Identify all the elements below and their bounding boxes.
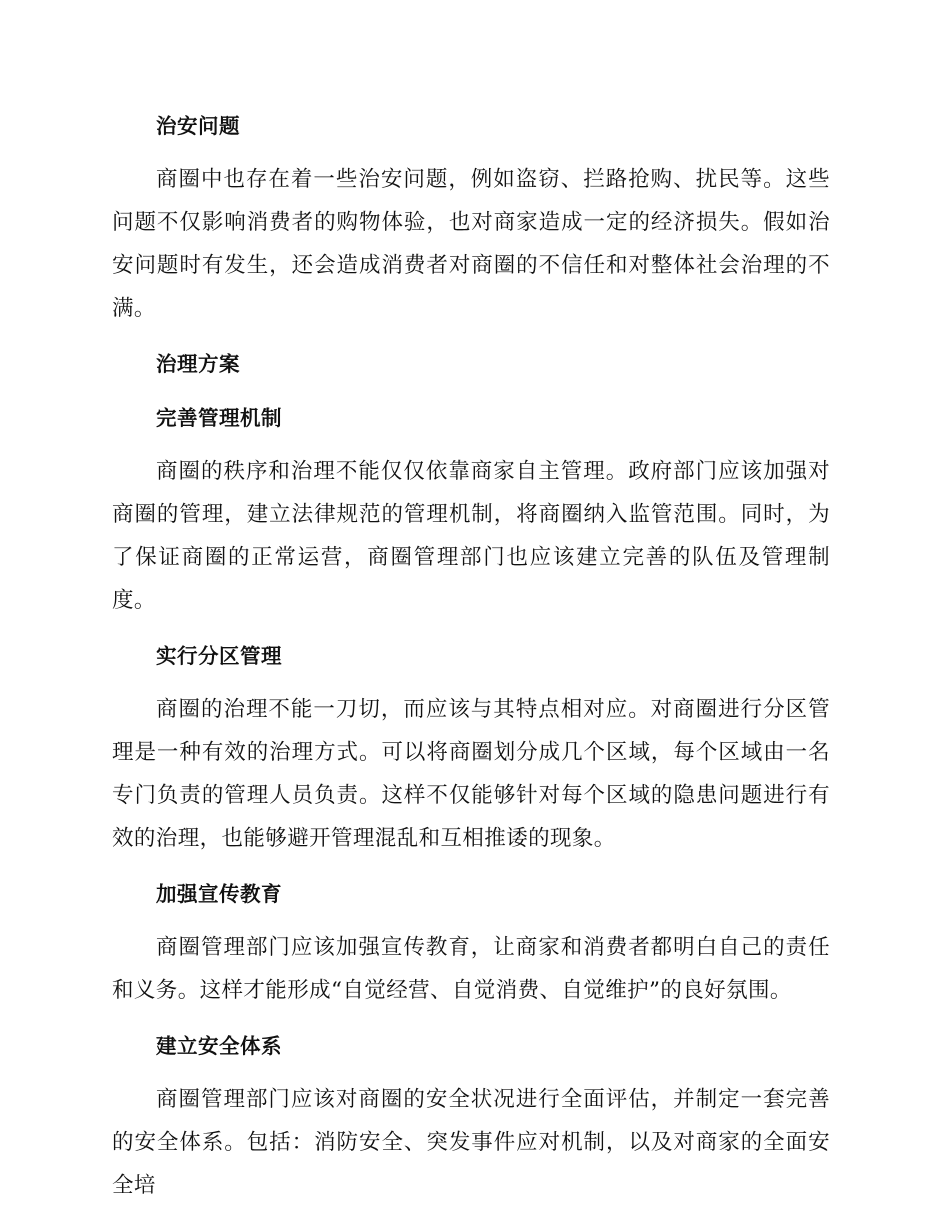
section-heading-publicity-education: 加强宣传教育 [156, 882, 282, 906]
section-heading-public-security: 治安问题 [156, 114, 240, 138]
paragraph-management-mechanism: 商圈的秩序和治理不能仅仅依靠商家自主管理。政府部门应该加强对商圈的管理，建立法律规范的管理机制，将商圈纳入监管范围。同时，为了保证商圈的正常运营，商圈管理部门也应该建立完善的队伍及管理制度。 [112, 459, 830, 613]
paragraph-zoned-management: 商圈的治理不能一刀切，而应该与其特点相对应。对商圈进行分区管理是一种有效的治理方式。可以将商圈划分成几个区域，每个区域由一名专门负责的管理人员负责。这样不仅能够针对每个区域的隐患问题进行有效的治理，也能够避开管理混乱和互相推诿的现象。 [112, 697, 830, 851]
section-heading-management-mechanism: 完善管理机制 [156, 406, 282, 430]
document-page [112, 104, 830, 1207]
section-heading-zoned-management: 实行分区管理 [156, 644, 282, 668]
paragraph-safety-system: 商圈管理部门应该对商圈的安全状况进行全面评估，并制定一套完善的安全体系。包括：消防安全、突发事件应对机制，以及对商家的全面安全培 [112, 1087, 830, 1198]
paragraph-public-security: 商圈中也存在着一些治安问题，例如盗窃、拦路抢购、扰民等。这些问题不仅影响消费者的购物体验，也对商家造成一定的经济损失。假如治安问题时有发生，还会造成消费者对商圈的不信任和对整体社会治理的不满。 [112, 167, 830, 321]
section-heading-safety-system: 建立安全体系 [156, 1034, 282, 1058]
section-heading-governance-plan: 治理方案 [156, 352, 240, 376]
paragraph-publicity-education: 商圈管理部门应该加强宣传教育，让商家和消费者都明白自己的责任和义务。这样才能形成“自觉经营、自觉消费、自觉维护”的良好氛围。 [112, 935, 830, 1003]
